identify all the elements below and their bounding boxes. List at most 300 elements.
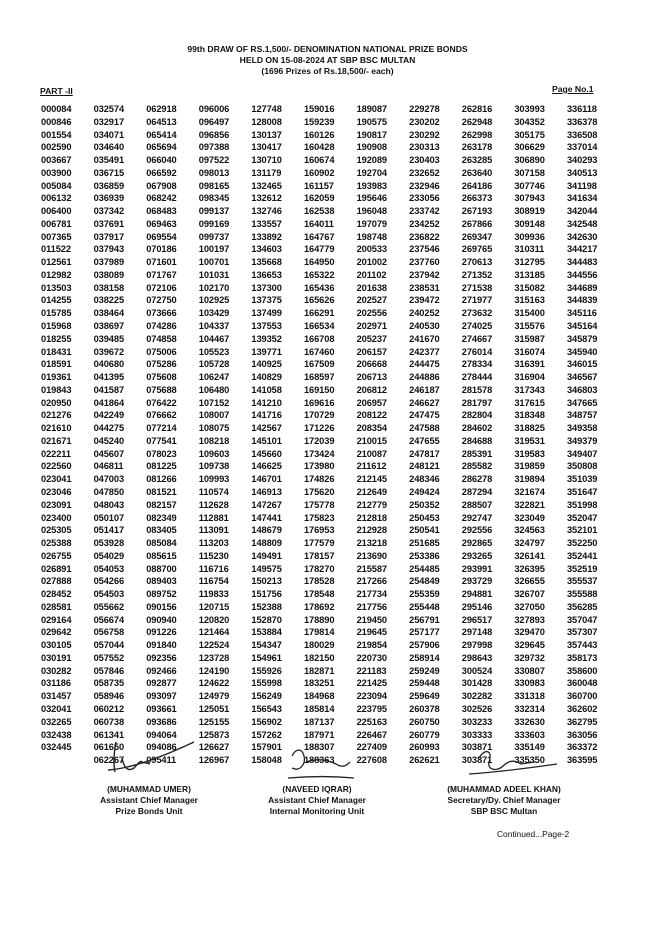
- prize-bond-number: 329470: [514, 627, 545, 638]
- prize-bond-number: 317615: [514, 397, 545, 408]
- prize-bond-number: 000084: [41, 104, 72, 114]
- prize-bond-number: 250352: [409, 499, 440, 510]
- prize-bond-number: 067908: [146, 180, 177, 191]
- prize-bond-number: 347665: [566, 397, 598, 408]
- prize-bond-number: 293729: [461, 576, 493, 587]
- prize-bond-number: 185814: [303, 703, 335, 714]
- prize-bond-number: 098013: [198, 167, 230, 178]
- prize-bond-number: 036715: [93, 167, 125, 178]
- signatory-title: Assistant Chief Manager: [268, 795, 366, 805]
- prize-bond-number: 230313: [409, 142, 440, 153]
- prize-bond-number: 208122: [356, 410, 387, 421]
- prize-bond-number: 271352: [461, 269, 493, 280]
- prize-bond-number: 206957: [356, 397, 387, 408]
- prize-bond-number: 360700: [566, 691, 598, 702]
- prize-bond-number: 078023: [146, 448, 177, 459]
- prize-bond-number: 247588: [409, 423, 440, 434]
- prize-bond-number: 321674: [514, 486, 545, 497]
- prize-bond-number: 344483: [566, 257, 598, 268]
- prize-bond-number: 045607: [93, 448, 125, 459]
- prize-bond-number: 293265: [461, 550, 493, 561]
- prize-bond-number: 285391: [461, 448, 493, 459]
- prize-bond-number: 303871: [461, 755, 493, 766]
- prize-bond-number: 041587: [93, 384, 125, 395]
- prize-bond-number: 160428: [303, 142, 335, 153]
- prize-bond-number: 149491: [251, 550, 282, 561]
- prize-bond-number: 307158: [514, 167, 545, 178]
- prize-bond-number: 260779: [409, 729, 440, 740]
- prize-bond-number: 260378: [409, 703, 440, 714]
- prize-bond-number: 104337: [198, 321, 230, 332]
- prize-bond-number: 054503: [93, 589, 125, 600]
- prize-bond-number: 031186: [41, 678, 71, 689]
- prize-bond-number: 271538: [461, 282, 493, 293]
- prize-bond-number: 097522: [198, 155, 230, 166]
- prize-bond-number: 345940: [566, 346, 598, 357]
- prize-bond-number: 093661: [146, 703, 177, 714]
- prize-bond-number: 260750: [409, 716, 440, 727]
- prize-bond-number: 302282: [461, 691, 493, 702]
- prize-bond-number: 116754: [198, 576, 229, 587]
- prize-bond-number: 158048: [251, 755, 282, 766]
- prize-bond-number: 175620: [303, 486, 335, 497]
- prize-bond-number: 211612: [356, 461, 387, 472]
- prize-bond-number: 362795: [566, 716, 598, 727]
- prize-bond-number: 215587: [356, 563, 387, 574]
- prize-bond-number: 349379: [566, 435, 598, 446]
- prize-bond-number: 159016: [303, 104, 335, 114]
- prize-bond-number: 324797: [514, 538, 545, 549]
- prize-bond-number: 058735: [93, 678, 125, 689]
- prize-bond-number: 039672: [93, 346, 125, 357]
- prize-bond-number: 332630: [514, 716, 545, 727]
- number-column: [94, 103, 147, 767]
- prize-bond-number: 230403: [409, 155, 440, 166]
- prize-bond-number: 271977: [461, 295, 493, 306]
- prize-bond-number: 329645: [514, 640, 545, 651]
- prize-bond-number: 064513: [146, 116, 177, 127]
- prize-bond-number: 154347: [251, 640, 282, 651]
- prize-bond-number: 060212: [93, 703, 125, 714]
- number-column: [251, 103, 304, 767]
- prize-bond-number: 092466: [146, 665, 177, 676]
- prize-bond-number: 351039: [566, 474, 598, 485]
- prize-bond-number: 090156: [146, 601, 177, 612]
- prize-bond-number: 029164: [41, 614, 72, 625]
- prize-bond-number: 018255: [41, 333, 72, 344]
- prize-bond-number: 102170: [198, 282, 230, 293]
- prize-bond-number: 319859: [514, 461, 545, 472]
- prize-bond-number: 054029: [93, 550, 125, 561]
- prize-bond-number: 352047: [566, 512, 598, 523]
- prize-bond-number: 147267: [251, 499, 282, 510]
- prize-bond-number: 100197: [198, 244, 230, 255]
- prize-count: (1696 Prizes of Rs.18,500/- each): [261, 66, 394, 76]
- prize-bond-number: 173424: [303, 448, 335, 459]
- prize-bond-number: 120715: [198, 601, 230, 612]
- prize-bond-number: 119833: [198, 589, 229, 600]
- prize-bond-number: 322821: [514, 499, 545, 510]
- prize-bond-number: 169150: [303, 384, 335, 395]
- prize-bond-number: 193983: [356, 180, 387, 191]
- prize-bond-number: 259649: [409, 691, 440, 702]
- prize-bond-number: 264186: [461, 180, 493, 191]
- prize-bond-number: 315163: [514, 295, 545, 306]
- prize-bond-number: 057044: [93, 640, 125, 651]
- prize-bond-number: 178157: [303, 550, 335, 561]
- prize-bond-number: 122524: [198, 640, 230, 651]
- prize-bond-number: 217266: [356, 576, 387, 587]
- prize-bond-number: 351647: [566, 486, 598, 497]
- prize-bond-number: 035491: [93, 155, 125, 166]
- prize-bond-number: 189087: [356, 104, 387, 114]
- prize-bond-number: 160674: [303, 155, 335, 166]
- prize-bond-number: 093097: [146, 691, 177, 702]
- signatory-unit: Prize Bonds Unit: [115, 806, 183, 816]
- prize-bond-number: 014255: [41, 295, 72, 306]
- prize-bond-number: 178270: [303, 563, 335, 574]
- prize-bond-number: 076662: [146, 410, 177, 421]
- signature-block-2: [252, 738, 382, 817]
- prize-bond-number: 073666: [146, 308, 177, 319]
- prize-bond-number: 356285: [566, 601, 598, 612]
- prize-bond-number: 072106: [146, 282, 177, 293]
- prize-bond-number: 037917: [93, 231, 125, 242]
- draw-title: 99th DRAW OF RS.1,500/- DENOMINATION NATIONAL PRIZE BONDS: [187, 44, 468, 54]
- prize-bond-number: 276014: [461, 346, 493, 357]
- prize-bond-number: 130417: [251, 142, 282, 153]
- prize-bond-number: 294881: [461, 589, 493, 600]
- prize-bond-number: 244475: [409, 359, 440, 370]
- draw-venue: HELD ON 15-08-2024 AT SBP BSC MULTAN: [239, 55, 416, 65]
- prize-bond-number: 029642: [41, 627, 72, 638]
- prize-bond-number: 340513: [566, 167, 598, 178]
- prize-bond-number: 069554: [146, 231, 177, 242]
- number-column: [304, 103, 357, 767]
- prize-bond-number: 090940: [146, 614, 177, 625]
- prize-bond-number: 212779: [356, 499, 387, 510]
- number-column: [146, 103, 199, 767]
- prize-bond-number: 088700: [146, 563, 177, 574]
- prize-bond-number: 324563: [514, 525, 545, 536]
- prize-bond-number: 175778: [303, 499, 335, 510]
- prize-bond-number: 037989: [93, 257, 125, 268]
- prize-bond-number: 225163: [356, 716, 387, 727]
- prize-bond-number: 308919: [514, 206, 545, 217]
- prize-bond-number: 319583: [514, 448, 545, 459]
- prize-bond-number: 075608: [146, 372, 177, 383]
- prize-bond-number: 184968: [303, 691, 335, 702]
- prize-bond-number: 062918: [146, 104, 177, 114]
- prize-bond-number: 293991: [461, 563, 493, 574]
- prize-bond-number: 296517: [461, 614, 493, 625]
- prize-bond-number: 167509: [303, 359, 335, 370]
- prize-bond-number: 232946: [409, 180, 440, 191]
- prize-bond-number: 230292: [409, 129, 440, 140]
- prize-bond-number: 085084: [146, 538, 177, 549]
- signatory-name: (MUHAMMAD ADEEL KHAN): [447, 784, 561, 794]
- prize-bond-number: 162538: [303, 206, 335, 217]
- prize-bond-number: 219854: [356, 640, 387, 651]
- prize-bond-number: 113091: [198, 525, 229, 536]
- prize-bond-number: 036939: [93, 193, 125, 204]
- prize-bond-number: 135668: [251, 257, 282, 268]
- prize-bond-number: 331318: [514, 691, 545, 702]
- prize-bond-number: 232652: [409, 167, 440, 178]
- prize-bond-number: 092356: [146, 652, 177, 663]
- prize-bond-number: 330983: [514, 678, 545, 689]
- prize-bond-number: 139352: [251, 333, 282, 344]
- prize-bond-number: 230202: [409, 116, 440, 127]
- prize-bond-number: 097388: [198, 142, 230, 153]
- prize-bond-number: 213218: [356, 538, 387, 549]
- prize-bond-number: 315400: [514, 308, 545, 319]
- prize-bond-number: 022211: [41, 448, 71, 459]
- prize-bond-number: 212145: [356, 474, 387, 485]
- prize-bond-number: 352441: [566, 550, 598, 561]
- prize-bond-number: 125873: [198, 729, 230, 740]
- signatory-unit: SBP BSC Multan: [470, 806, 538, 816]
- prize-bond-number: 038225: [93, 295, 125, 306]
- prize-bond-number: 233742: [409, 206, 440, 217]
- prize-bond-number: 001554: [41, 129, 72, 140]
- prize-bond-number: 030282: [41, 665, 72, 676]
- prize-bond-number: 250453: [409, 512, 440, 523]
- signatory-title: Secretary/Dy. Chief Manager: [447, 795, 561, 805]
- prize-bond-number: 178528: [303, 576, 335, 587]
- prize-bond-number: 248346: [409, 474, 440, 485]
- number-column: [409, 103, 462, 767]
- prize-bond-number: 254485: [409, 563, 440, 574]
- prize-bond-number: 233056: [409, 193, 440, 204]
- prize-bond-number: 342548: [566, 218, 598, 229]
- prize-bond-number: 168597: [303, 372, 335, 383]
- prize-bond-number: 262621: [409, 755, 440, 766]
- prize-bond-number: 303871: [461, 742, 493, 753]
- prize-bond-number: 146913: [251, 486, 282, 497]
- prize-bond-number: 358600: [566, 665, 598, 676]
- prize-bond-number: 044275: [93, 423, 125, 434]
- prize-bond-number: 132465: [251, 180, 282, 191]
- prize-bond-number: 077541: [146, 435, 177, 446]
- prize-bond-number: 198748: [356, 231, 387, 242]
- prize-bond-number: 337014: [566, 142, 598, 153]
- prize-bond-number: 345164: [566, 321, 598, 332]
- prize-bond-number: 342630: [566, 231, 598, 242]
- prize-bond-number: 116716: [198, 563, 229, 574]
- signature-scribble-3: [439, 738, 569, 784]
- prize-bond-number: 047850: [93, 486, 125, 497]
- prize-bond-number: 137499: [251, 308, 282, 319]
- prize-bond-number: 128008: [251, 116, 282, 127]
- prize-bond-number: 357307: [566, 627, 598, 638]
- prize-bond-number: 344556: [566, 269, 598, 280]
- prize-bond-number: 246627: [409, 397, 440, 408]
- prize-bond-number: 071601: [146, 257, 177, 268]
- prize-bond-number: 278444: [461, 372, 493, 383]
- prize-bond-number: 040680: [93, 359, 125, 370]
- prize-bond-number: 263178: [461, 142, 493, 153]
- prize-bond-number: 237760: [409, 257, 440, 268]
- prize-bond-number: 023400: [41, 512, 72, 523]
- prize-bond-number: 192704: [356, 167, 387, 178]
- prize-bond-number: 019361: [41, 372, 72, 383]
- prize-bond-number: 259448: [409, 678, 440, 689]
- prize-bond-number: 315082: [514, 282, 545, 293]
- prize-bond-number: 092877: [146, 678, 177, 689]
- prize-bond-number: 351998: [566, 499, 598, 510]
- prize-bond-number: 188307: [303, 742, 335, 753]
- prize-bond-number: 190908: [356, 142, 387, 153]
- prize-bond-number: 254849: [409, 576, 440, 587]
- prize-bond-number: 269765: [461, 244, 493, 255]
- prize-bond-number: 342044: [566, 206, 598, 217]
- prize-bond-number: 307943: [514, 193, 545, 204]
- prize-bond-number: 247817: [409, 448, 440, 459]
- prize-bond-number: 089403: [146, 576, 177, 587]
- prize-bond-number: 136653: [251, 269, 282, 280]
- prize-bond-number: 148809: [251, 538, 282, 549]
- prize-bond-number: 057846: [93, 665, 125, 676]
- prize-bond-number: 319894: [514, 474, 545, 485]
- prize-bond-number: 032574: [93, 104, 125, 114]
- prize-bond-number: 115230: [198, 550, 229, 561]
- prize-bond-number: 242377: [409, 346, 440, 357]
- prize-bond-number: 316391: [514, 359, 545, 370]
- prize-bond-number: 312795: [514, 257, 545, 268]
- number-column: [514, 103, 567, 767]
- prize-bond-number: 217734: [356, 589, 387, 600]
- prize-bond-number: 336508: [566, 129, 598, 140]
- prize-bond-number: 147441: [251, 512, 282, 523]
- prize-bond-number: 167460: [303, 346, 335, 357]
- prize-bond-number: 109603: [198, 448, 230, 459]
- prize-bond-number: 317343: [514, 384, 545, 395]
- prize-bond-number: 026891: [41, 563, 72, 574]
- prize-bond-number: 003900: [41, 167, 72, 178]
- prize-bond-number: 348757: [566, 410, 598, 421]
- prize-bond-number: 363056: [566, 729, 598, 740]
- prize-bond-number: 104467: [198, 333, 230, 344]
- prize-bond-number: 175823: [303, 512, 335, 523]
- prize-bond-number: 022560: [41, 461, 72, 472]
- prize-bond-number: 284688: [461, 435, 493, 446]
- prize-bond-number: 270613: [461, 257, 493, 268]
- prize-bond-number: 326707: [514, 589, 545, 600]
- prize-bond-number: 208354: [356, 423, 387, 434]
- prize-bond-number: 251685: [409, 538, 440, 549]
- prize-bond-number: 238531: [409, 282, 440, 293]
- prize-bond-number: 295146: [461, 601, 493, 612]
- prize-bond-number: 223094: [356, 691, 387, 702]
- prize-bond-number: 190817: [356, 129, 387, 140]
- prize-bond-number: 206812: [356, 384, 387, 395]
- prize-bond-number: 124622: [198, 678, 230, 689]
- prize-bond-number: 027888: [41, 576, 72, 587]
- prize-bond-number: 304352: [514, 116, 545, 127]
- prize-bond-number: 107152: [198, 397, 230, 408]
- prize-bond-number: 054053: [93, 563, 125, 574]
- prize-bond-number: 187971: [303, 729, 335, 740]
- prize-bond-number: 165436: [303, 282, 335, 293]
- prize-bond-number: 030105: [41, 640, 72, 651]
- number-column: [357, 103, 410, 767]
- prize-bond-number: 236822: [409, 231, 440, 242]
- prize-bond-number: 248121: [409, 461, 440, 472]
- prize-bond-number: 019843: [41, 384, 72, 395]
- prize-bond-number: 220730: [356, 652, 387, 663]
- prize-bond-number: 051417: [93, 525, 125, 536]
- prize-bond-number: 172039: [303, 435, 335, 446]
- prize-bond-number: 030191: [41, 652, 72, 663]
- signature-scribble-1: [94, 738, 204, 784]
- prize-bond-number: 249424: [409, 486, 440, 497]
- prize-bond-number: 141210: [251, 397, 282, 408]
- prize-bond-number: 132746: [251, 206, 282, 217]
- prize-bond-number: 316904: [514, 372, 545, 383]
- prize-bond-number: 134603: [251, 244, 282, 255]
- prize-bond-number: 363372: [566, 742, 598, 753]
- prize-bond-number: 201638: [356, 282, 387, 293]
- prize-bond-number: 068242: [146, 193, 177, 204]
- prize-bond-number: 133892: [251, 231, 282, 242]
- prize-bond-number: 355537: [566, 576, 598, 587]
- prize-bond-number: 020950: [41, 397, 72, 408]
- prize-bond-number: 038464: [93, 308, 125, 319]
- prize-bond-number: 267866: [461, 218, 493, 229]
- prize-bond-number: 346567: [566, 372, 598, 383]
- prize-bond-number: 323049: [514, 512, 545, 523]
- prize-bond-number: 039485: [93, 333, 125, 344]
- prize-bond-number: 285582: [461, 461, 493, 472]
- prize-bond-number: 262816: [461, 104, 493, 114]
- prize-bond-number: 032041: [41, 703, 72, 714]
- prize-bond-number: 146701: [251, 474, 282, 485]
- prize-bond-number: 257177: [409, 627, 440, 638]
- prize-bond-number: 015968: [41, 321, 72, 332]
- prize-bond-number: 335350: [514, 755, 545, 766]
- prize-bond-number: 112628: [198, 499, 229, 510]
- prize-bond-number: 241670: [409, 333, 440, 344]
- prize-bond-number: 056674: [93, 614, 125, 625]
- prize-bond-number: 292865: [461, 538, 493, 549]
- prize-bond-number: 096856: [198, 129, 230, 140]
- prize-bond-number: 082349: [146, 512, 177, 523]
- prize-bond-number: 297998: [461, 640, 493, 651]
- prize-bond-number: 157901: [251, 742, 282, 753]
- prize-bond-number: 329732: [514, 652, 545, 663]
- prize-bond-number: 166534: [303, 321, 335, 332]
- prize-bond-number: 166291: [303, 308, 335, 319]
- prize-bond-number: 081225: [146, 461, 177, 472]
- number-column: [41, 103, 94, 767]
- prize-bond-number: 206157: [356, 346, 387, 357]
- prize-bond-number: 234252: [409, 218, 440, 229]
- prize-bond-number: 050107: [93, 512, 125, 523]
- prize-bond-number: 125155: [198, 716, 230, 727]
- prize-bond-number: 237942: [409, 269, 440, 280]
- prize-bond-number: 226467: [356, 729, 387, 740]
- prize-bond-number: 069463: [146, 218, 177, 229]
- prize-bond-number: 091840: [146, 640, 177, 651]
- prize-bond-number: 071767: [146, 269, 177, 280]
- prize-bond-number: 253386: [409, 550, 440, 561]
- signature-block-3: [426, 738, 582, 817]
- number-column: [199, 103, 252, 767]
- prize-bond-number: 326655: [514, 576, 545, 587]
- prize-bond-number: 068483: [146, 206, 177, 217]
- prize-bond-number: 038158: [93, 282, 125, 293]
